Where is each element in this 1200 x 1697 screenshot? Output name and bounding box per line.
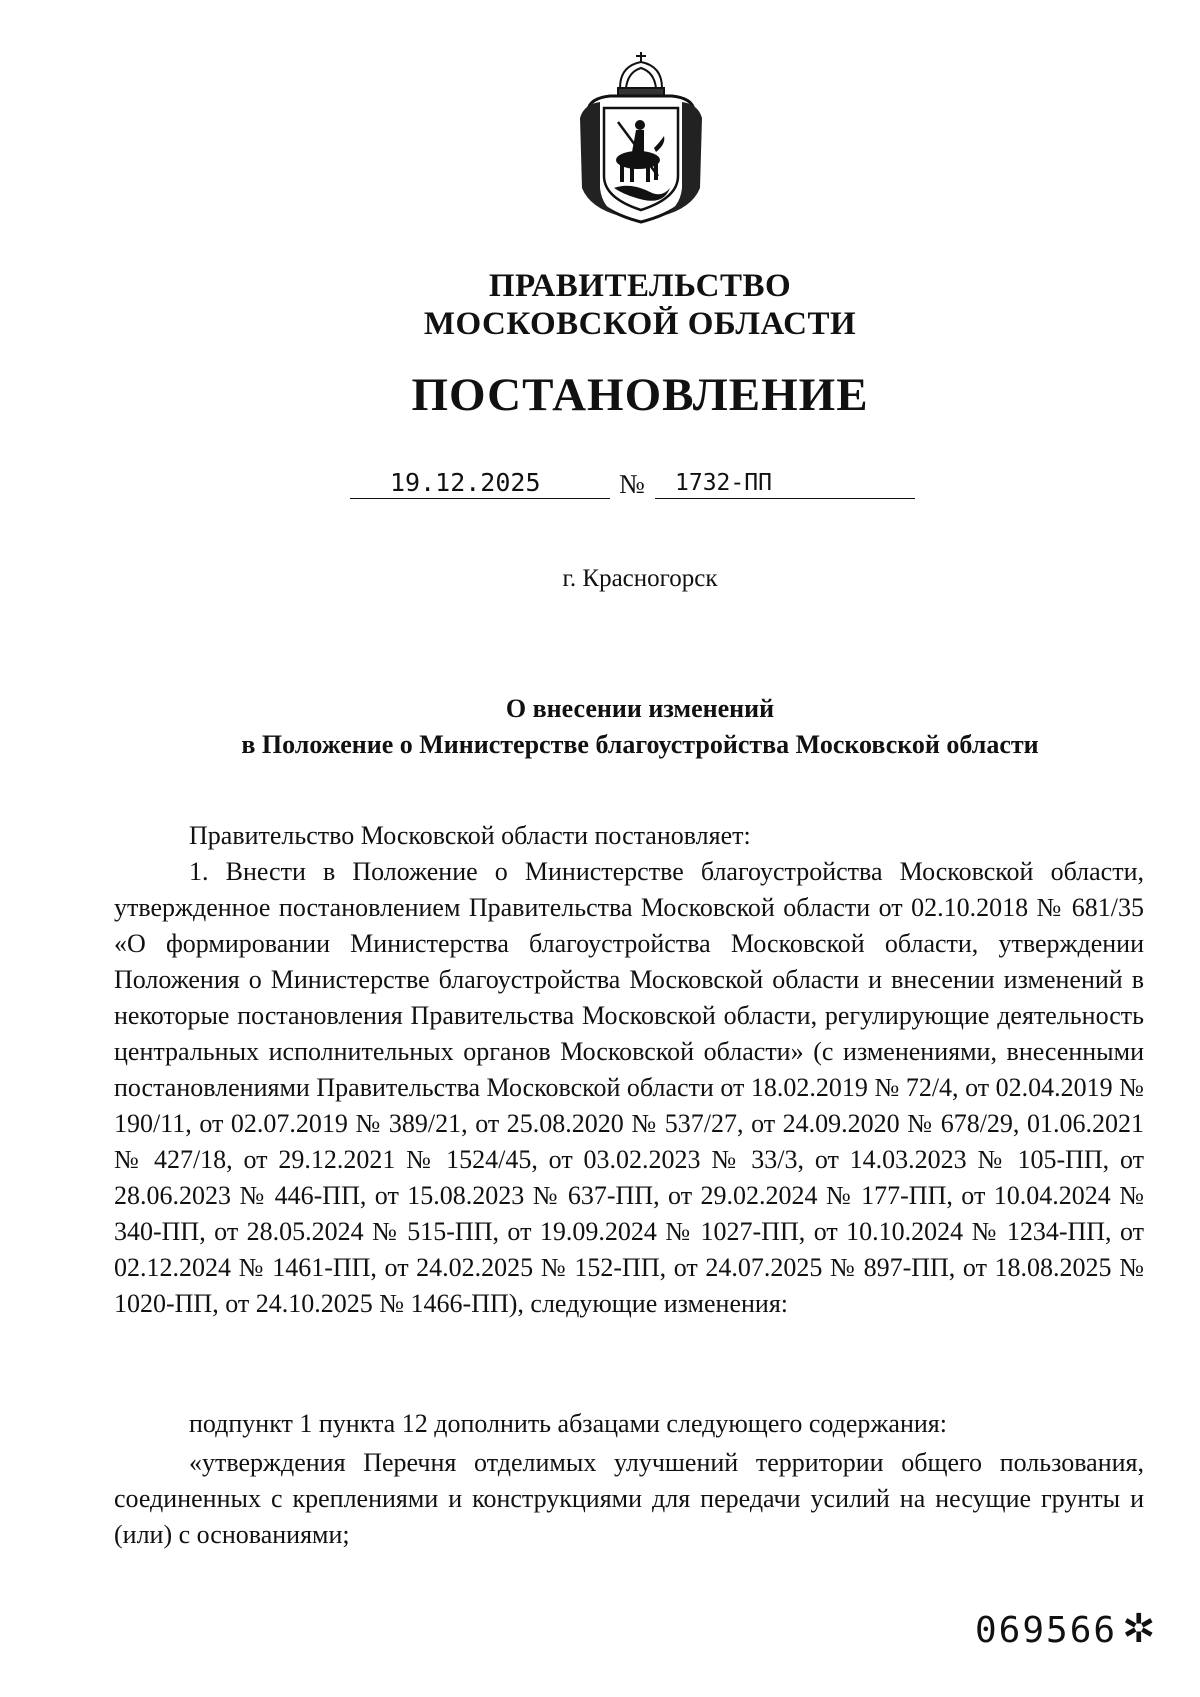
resolution-intro bbox=[114, 818, 1144, 854]
intro-paragraph: Правительство Московской области постановляет: bbox=[189, 821, 751, 850]
resolution-quote bbox=[114, 1445, 1144, 1553]
serial-star-mark: ✲ bbox=[1122, 1606, 1156, 1652]
organization-name-line1: ПРАВИТЕЛЬСТВО bbox=[488, 268, 792, 304]
resolution-subitem bbox=[114, 1406, 1144, 1442]
date-field bbox=[350, 468, 610, 499]
number-sign: № bbox=[619, 469, 645, 499]
item-1-paragraph: 1. Внести в Положение о Министерстве благоустройства Московской области, утвержденное постановлением Правительства Московской области от 02.10.2018 № 681/35 «О формировании Министерства благоустройства Московской области, утверждении Положения о Министерстве благоустройства Московской области и внесении изменений в некоторые постановления Правительства Московской области, регулирующие деятельность центральных исполнительных органов Московской области» (с изменениями, внесенными постановлениями Правительства Московской области от 18.02.2019 № 72/4, от 02.04.2019 № 190/11, от 02.07.2019 № 389/21, от 25.08.2020 № 537/27, от 24.09.2020 № 678/29, 01.06.2021 № 427/18, от 29.12.2021 № 1524/45, от 03.02.2023 № 33/3, от 14.03.2023 № 105-ПП, от 28.06.2023 № 446-ПП, от 15.08.2023 № 637-ПП, от 29.02.2024 № 177-ПП, от 10.04.2024 № 340-ПП, от 28.05.2024 № 515-ПП, от 19.09.2024 № 1027-ПП, от 10.10.2024 № 1234-ПП, от 02.12.2024 № 1461-ПП, от 24.02.2025 № 152-ПП, от 24.07.2025 № 897-ПП, от 18.08.2025 № 1020-ПП, от 24.10.2025 № 1466-ПП), следующие изменения: bbox=[114, 857, 1144, 1318]
moscow-oblast-coat-of-arms-icon bbox=[570, 48, 712, 226]
resolution-item-1 bbox=[114, 854, 1144, 1322]
subject-line1: О внесении изменений bbox=[505, 694, 775, 723]
document-number: 1732-ПП bbox=[675, 470, 772, 496]
subject-line2: в Положение о Министерстве благоустройства Московской области bbox=[241, 730, 1039, 759]
document-date: 19.12.2025 bbox=[390, 468, 541, 497]
serial-number: 069566 bbox=[975, 1610, 1118, 1651]
organization-name-line2: МОСКОВСКОЙ ОБЛАСТИ bbox=[423, 306, 857, 342]
quote-paragraph: «утверждения Перечня отделимых улучшений территории общего пользования, соединенных с креплениями и конструкциями для передачи усилий на несущие грунты и (или) с основаниями; bbox=[114, 1448, 1144, 1549]
number-field bbox=[655, 468, 915, 499]
subitem-paragraph: подпункт 1 пункта 12 дополнить абзацами следующего содержания: bbox=[189, 1409, 947, 1438]
document-type-title: ПОСТАНОВЛЕНИЕ bbox=[411, 369, 869, 421]
document-city: г. Красногорск bbox=[562, 565, 718, 592]
